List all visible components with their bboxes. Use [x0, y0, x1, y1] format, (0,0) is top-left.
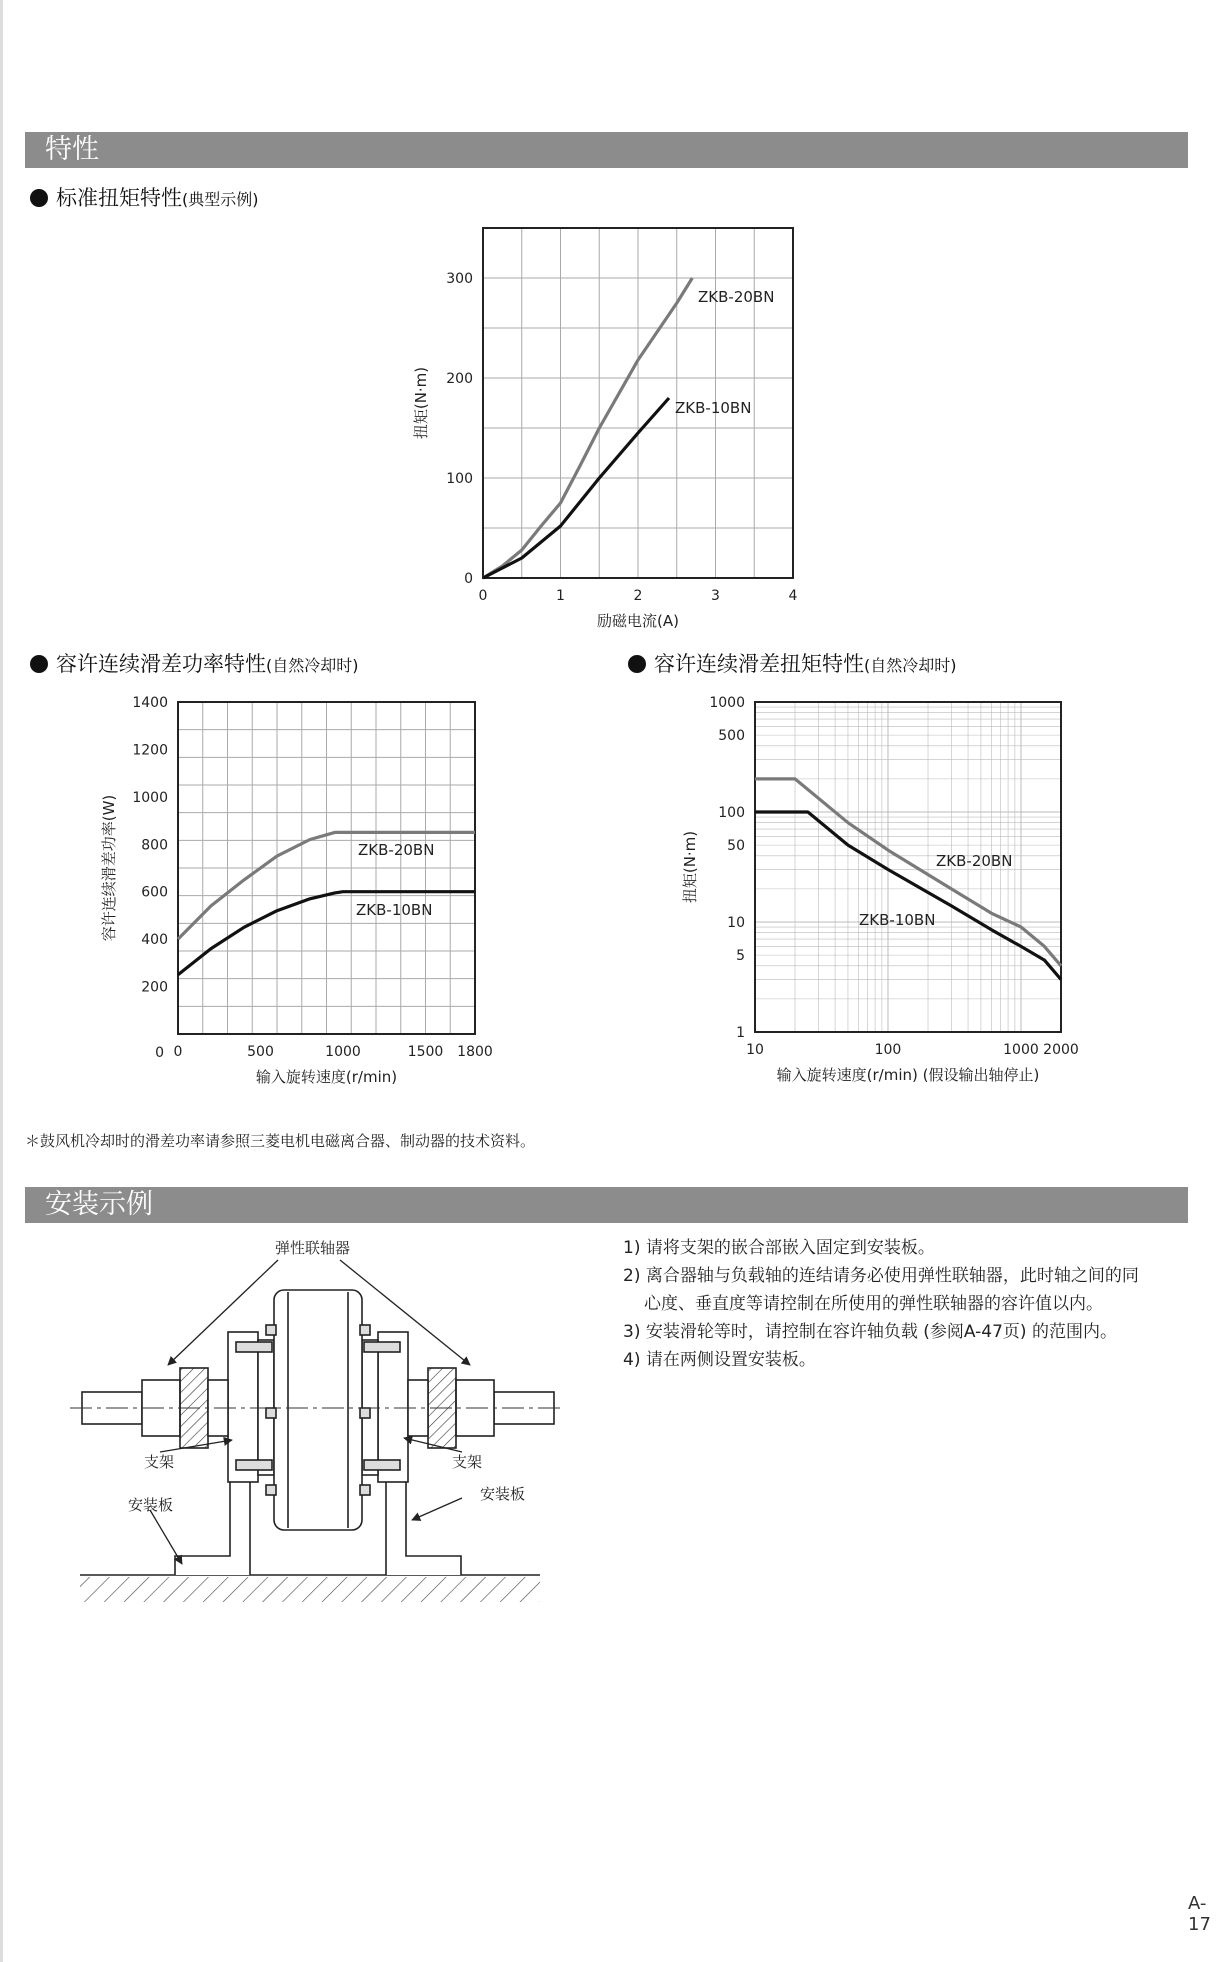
- section-header-characteristics: [25, 132, 1188, 168]
- y-axis-label: 容许连续滑差功率(W): [100, 794, 118, 942]
- y-tick-label: 300: [446, 271, 473, 287]
- x-tick-label: 500: [247, 1044, 274, 1060]
- y-tick-label: 500: [718, 728, 745, 745]
- label-plate-right: 安装板: [480, 1485, 526, 1503]
- x-axis-label: 励磁电流(A): [597, 612, 679, 630]
- installation-diagram: [60, 1230, 570, 1610]
- chart-title-text: 容许连续滑差扭矩特性: [654, 652, 864, 676]
- bolt-icon: [266, 1408, 276, 1418]
- note-item: 心度、垂直度等请控制在所使用的弹性联轴器的容许值以内。: [644, 1294, 1103, 1314]
- x-axis-label: 输入旋转速度(r/min): [255, 1068, 398, 1086]
- y-axis-label: 扭矩(N·m): [681, 830, 699, 904]
- series-label: ZKB-10BN: [356, 901, 433, 919]
- note-item: 2) 离合器轴与负载轴的连结请务必使用弹性联轴器，此时轴之间的同: [623, 1266, 1139, 1286]
- series-line-zkb-10bn: [483, 398, 669, 578]
- x-tick-label: 4: [788, 588, 798, 604]
- y-tick-label: 1000: [132, 789, 168, 806]
- section-header-installation: [25, 1187, 1188, 1223]
- y-tick-label: 100: [446, 471, 473, 487]
- y-axis-label: 扭矩(N·m): [412, 366, 430, 440]
- power-chart: [90, 685, 510, 1105]
- bolt-icon: [360, 1485, 370, 1495]
- y-tick-label: 1000: [709, 695, 745, 711]
- y-tick-label: 50: [727, 838, 745, 855]
- bolt-icon: [236, 1342, 272, 1352]
- note-item: 3) 安装滑轮等时，请控制在容许轴负载 (参阅A-47页) 的范围内。: [623, 1322, 1117, 1342]
- torque-chart: [400, 220, 820, 630]
- x-tick-label: 2: [633, 588, 643, 604]
- x-axis-label: 输入旋转速度(r/min) (假设输出轴停止): [776, 1066, 1040, 1084]
- y-tick-label: 10: [727, 915, 745, 931]
- label-bracket-left: 支架: [144, 1453, 175, 1471]
- chart-title-power: [30, 648, 359, 678]
- chart-subtitle: (典型示例): [182, 190, 259, 209]
- bolt-icon: [364, 1342, 400, 1352]
- chart-subtitle: (自然冷却时): [266, 656, 359, 675]
- series-label: ZKB-20BN: [358, 841, 435, 859]
- chart-title-text: 标准扭矩特性: [56, 186, 182, 210]
- y-tick-label: 800: [141, 837, 168, 854]
- section-title: 安装示例: [45, 1189, 153, 1220]
- bolt-icon: [236, 1460, 272, 1470]
- bullet-icon: [628, 655, 646, 673]
- bolt-icon: [364, 1460, 400, 1470]
- label-plate-left: 安装板: [128, 1496, 174, 1514]
- bolt-icon: [266, 1485, 276, 1495]
- note-item: 4) 请在两侧设置安装板。: [623, 1350, 816, 1370]
- bullet-icon: [30, 189, 48, 207]
- slip-torque-chart: [665, 685, 1095, 1105]
- bolt-icon: [360, 1325, 370, 1335]
- y-tick-label: 400: [141, 932, 168, 949]
- chart-subtitle: (自然冷却时): [864, 656, 957, 675]
- y-tick-label: 1200: [132, 742, 168, 759]
- chart-title-torque: [30, 182, 259, 212]
- y-tick-label: 100: [718, 805, 745, 821]
- y-tick-label: 1: [736, 1025, 745, 1041]
- series-label: ZKB-10BN: [675, 399, 752, 417]
- y-tick-label: 200: [141, 979, 168, 996]
- x-tick-label: 3: [711, 588, 720, 604]
- ground-hatch: [80, 1577, 540, 1602]
- x-tick-label: 10: [746, 1042, 764, 1058]
- y-tick-label: 600: [141, 884, 168, 901]
- chart-title-sliptorque: [628, 648, 957, 678]
- x-tick-label: 1: [556, 588, 565, 604]
- x-tick-label: 1500: [407, 1044, 444, 1060]
- x-tick-label: 0: [478, 588, 488, 604]
- note-item: 1) 请将支架的嵌合部嵌入固定到安装板。: [623, 1238, 935, 1258]
- x-tick-label: 1000: [1003, 1042, 1039, 1058]
- x-tick-label: 1000: [325, 1044, 361, 1060]
- y-tick-label: 0: [155, 1045, 164, 1061]
- footnote: ＊鼓风机冷却时的滑差功率请参照三菱电机电磁离合器、制动器的技术资料。: [25, 1132, 536, 1150]
- series-label: ZKB-20BN: [698, 288, 775, 306]
- y-tick-label: 1400: [132, 695, 168, 711]
- chart-title-text: 容许连续滑差功率特性: [56, 652, 266, 676]
- x-tick-label: 100: [874, 1042, 902, 1058]
- page-number: A-17: [1188, 1893, 1211, 1935]
- page-border: [0, 0, 3, 1962]
- bolt-icon: [360, 1408, 370, 1418]
- section-title: 特性: [45, 134, 99, 165]
- bolt-icon: [266, 1325, 276, 1335]
- bullet-icon: [30, 655, 48, 673]
- y-tick-label: 0: [464, 571, 473, 587]
- x-tick-label: 2000: [1043, 1042, 1079, 1058]
- x-tick-label: 0: [173, 1044, 183, 1060]
- x-tick-label: 1800: [457, 1044, 493, 1060]
- y-tick-label: 200: [446, 371, 473, 387]
- series-label: ZKB-10BN: [859, 911, 936, 929]
- installation-notes: [623, 1234, 1193, 1374]
- label-coupling: 弹性联轴器: [275, 1239, 351, 1257]
- label-bracket-right: 支架: [452, 1453, 483, 1471]
- series-label: ZKB-20BN: [936, 852, 1013, 870]
- y-tick-label: 5: [736, 948, 745, 965]
